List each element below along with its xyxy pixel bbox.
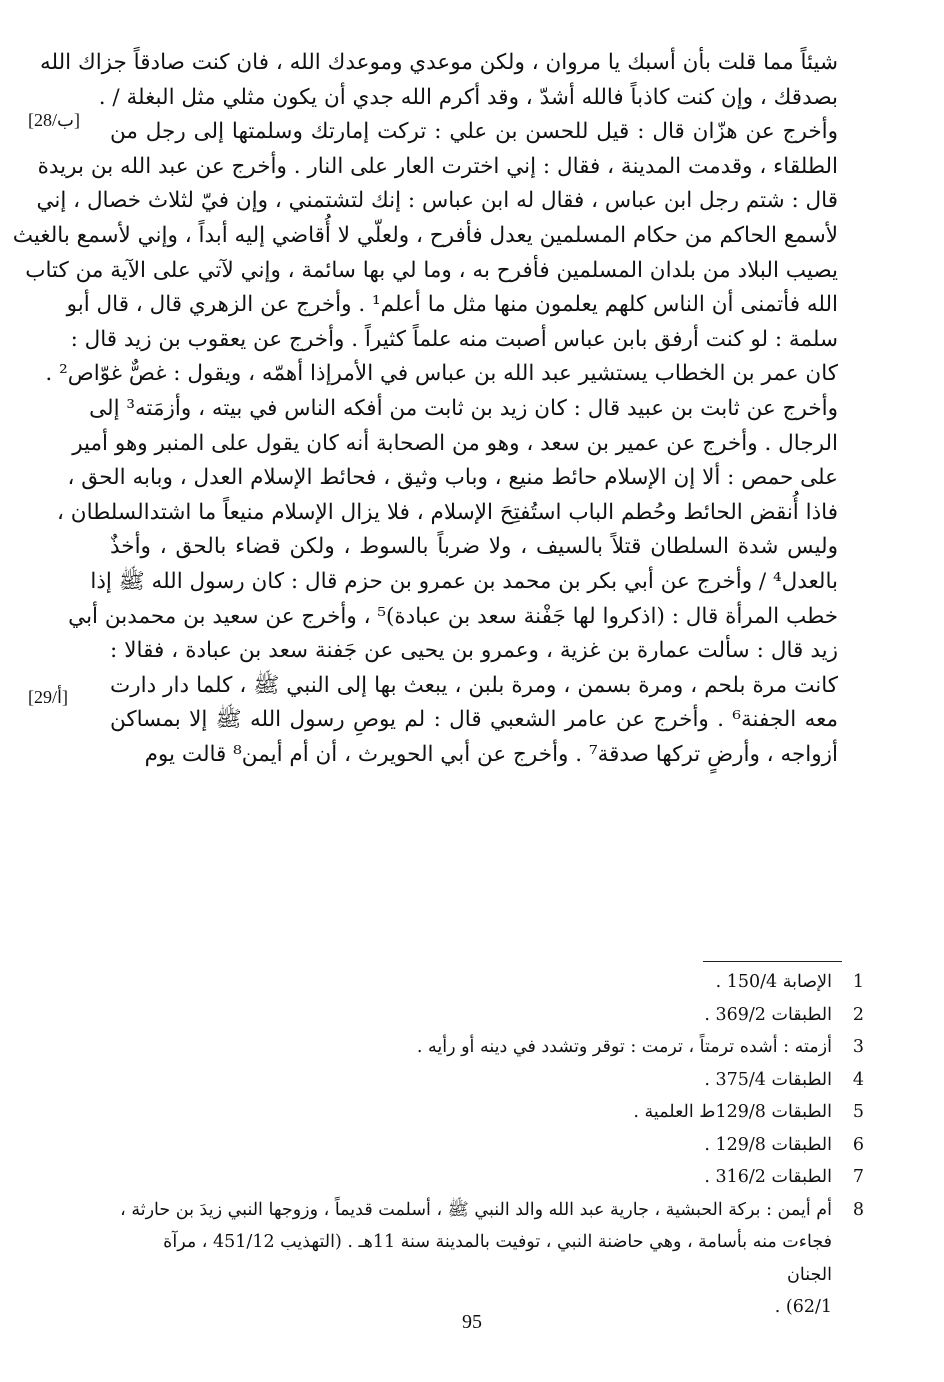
footnote-number: 4 — [852, 1069, 864, 1090]
footnote — [120, 1194, 864, 1324]
text-line: الرجال . وأخرج عن عمير بن سعد ، وهو من الصحابة أنه كان يقول على المنبر وهو أمير — [72, 430, 838, 456]
text-line: لأسمع الحاكم من حكام المسلمين يعدل فأفرح ، ولعلّي لا أُقاضي إليه أبداً ، وإني لأسمع بالغيث — [12, 222, 838, 248]
footnote-text: الطبقات 369/2 . — [704, 1004, 832, 1025]
folio-marker-29a: [29/أ] — [28, 687, 69, 707]
folio-marker-28b: [28/ب] — [28, 110, 80, 130]
text-line: خطب المرأة قال : (اذكروا لها جَفْنة سعد بن عبادة)⁵ ، وأخرج عن سعيد بن محمدبن أبي — [68, 603, 838, 629]
footnote-number: 2 — [852, 1004, 864, 1025]
footnote-text: أم أيمن : بركة الحبشية ، جارية عبد الله والد النبي ﷺ ، أسلمت قديماً ، وزوجها النبي زيدَ بن حارثة ، — [120, 1199, 832, 1220]
text-line: شيئاً مما قلت بأن أسبك يا مروان ، ولكن موعدي وموعدك الله ، فان كنت صادقاً جزاك الله — [39, 50, 838, 75]
footnote-text: فجاءت منه بأسامة ، وهي حاضنة النبي ، توفيت بالمدينة سنة 11هـ . (التهذيب 451/12 ، مرآة الجنان — [163, 1232, 832, 1285]
footnote-number: 6 — [852, 1134, 864, 1155]
text-line: وأخرج عن هزّان قال : قيل للحسن بن علي : تركت إمارتك وسلمتها إلى رجل من — [110, 119, 838, 145]
text-line: بالعدل⁴ / وأخرج عن أبي بكر بن محمد بن عمرو بن حزم قال : كان رسول الله ﷺ إذا — [90, 568, 838, 594]
text-line: كانت مرة بلحم ، ومرة بسمن ، ومرة بلبن ، يبعث بها إلى النبي ﷺ ، كلما دار دارت — [110, 672, 838, 698]
footnote-number: 8 — [852, 1199, 864, 1220]
footnote-text: الطبقات 129/8 . — [704, 1134, 832, 1155]
text-line: الطلقاء ، وقدمت المدينة ، فقال : إني اخترت العار على النار . وأخرج عن عبد الله بن بريدة — [37, 153, 838, 179]
footnote — [120, 1129, 864, 1162]
text-line: زيد قال : سألت عمارة بن غزية ، وعمرو بن يحيى عن جَفنة سعد بن عبادة ، فقالا : — [110, 638, 838, 664]
text-line: وليس شدة السلطان قتلاً بالسيف ، ولا ضرباً بالسوط ، ولكن قضاء بالحق ، وأخذٌ — [110, 534, 838, 560]
footnote-number: 3 — [852, 1037, 864, 1057]
text-line: معه الجفنة⁶ . وأخرج عن عامر الشعبي قال : لم يوصِ رسول الله ﷺ إلا بمساكن — [110, 707, 838, 733]
footnote-number: 5 — [852, 1102, 864, 1122]
footnote-separator — [703, 961, 842, 962]
footnote-text: الطبقات 129/8ط العلمية . — [633, 1102, 832, 1122]
footnote — [120, 966, 864, 999]
text-line: فاذا أُنقض الحائط وحُطم الباب استُفتِحَ الإسلام ، فلا يزال الإسلام منيعاً ما اشتدالسلطان ، — [57, 499, 838, 525]
text-line: قال : شتم رجل ابن عباس ، فقال له ابن عباس : إنك لتشتمني ، وإن فيّ لثلاث خصال ، إني — [36, 188, 838, 214]
footnote — [120, 1064, 864, 1097]
text-line: يصيب البلاد من بلدان المسلمين فأفرح به ، وما لي بها سائمة ، وإني لآتي على الآية من كتاب — [25, 257, 838, 283]
text-line: بصدقك ، وإن كنت كاذباً فالله أشدّ ، وقد أكرم الله جدي أن يكون مثلي مثل البغلة / . — [98, 84, 838, 110]
footnote — [120, 1161, 864, 1194]
text-line: الله فأتمنى أن الناس كلهم يعلمون منها مثل ما أعلم¹ . وأخرج عن الزهري قال ، قال أبو — [66, 292, 838, 318]
footnote-text: أزمته : أشده ترمتاً ، ترمت : توقر وتشدد في دينه أو رأيه . — [416, 1037, 832, 1057]
footnote-number: 1 — [852, 972, 864, 992]
footnote — [120, 1096, 864, 1129]
footnote — [120, 1031, 864, 1064]
page-number: 95 — [462, 1311, 482, 1333]
text-line: سلمة : لو كنت أرفق بابن عباس أصبت منه علماً كثيراً . وأخرج عن يعقوب بن زيد قال : — [70, 326, 838, 352]
footnote — [120, 999, 864, 1032]
text-line: كان عمر بن الخطاب يستشير عبد الله بن عباس في الأمرإذا أهمّه ، ويقول : غصٌّ غوّاص² . — [45, 361, 838, 387]
text-line: أزواجه ، وأرضٍ تركها صدقة⁷ . وأخرج عن أبي الحويرث ، أن أم أيمن⁸ قالت يوم — [144, 741, 838, 767]
footnote-number: 7 — [852, 1167, 864, 1187]
text-line: على حمص : ألا إن الإسلام حائط منيع ، وباب وثيق ، فحائط الإسلام العدل ، وبابه الحق ، — [67, 465, 838, 491]
footnote-text: الإصابة 150/4 . — [715, 972, 832, 992]
footnote-text: 62/1) . — [774, 1297, 832, 1317]
footnote-text: الطبقات 316/2 . — [704, 1167, 832, 1187]
text-line: وأخرج عن ثابت بن عبيد قال : كان زيد بن ثابت من أفكه الناس في بيته ، وأزمَته³ إلى — [89, 395, 838, 421]
footnote-text: الطبقات 375/4 . — [704, 1069, 832, 1090]
footnotes — [120, 966, 864, 1324]
